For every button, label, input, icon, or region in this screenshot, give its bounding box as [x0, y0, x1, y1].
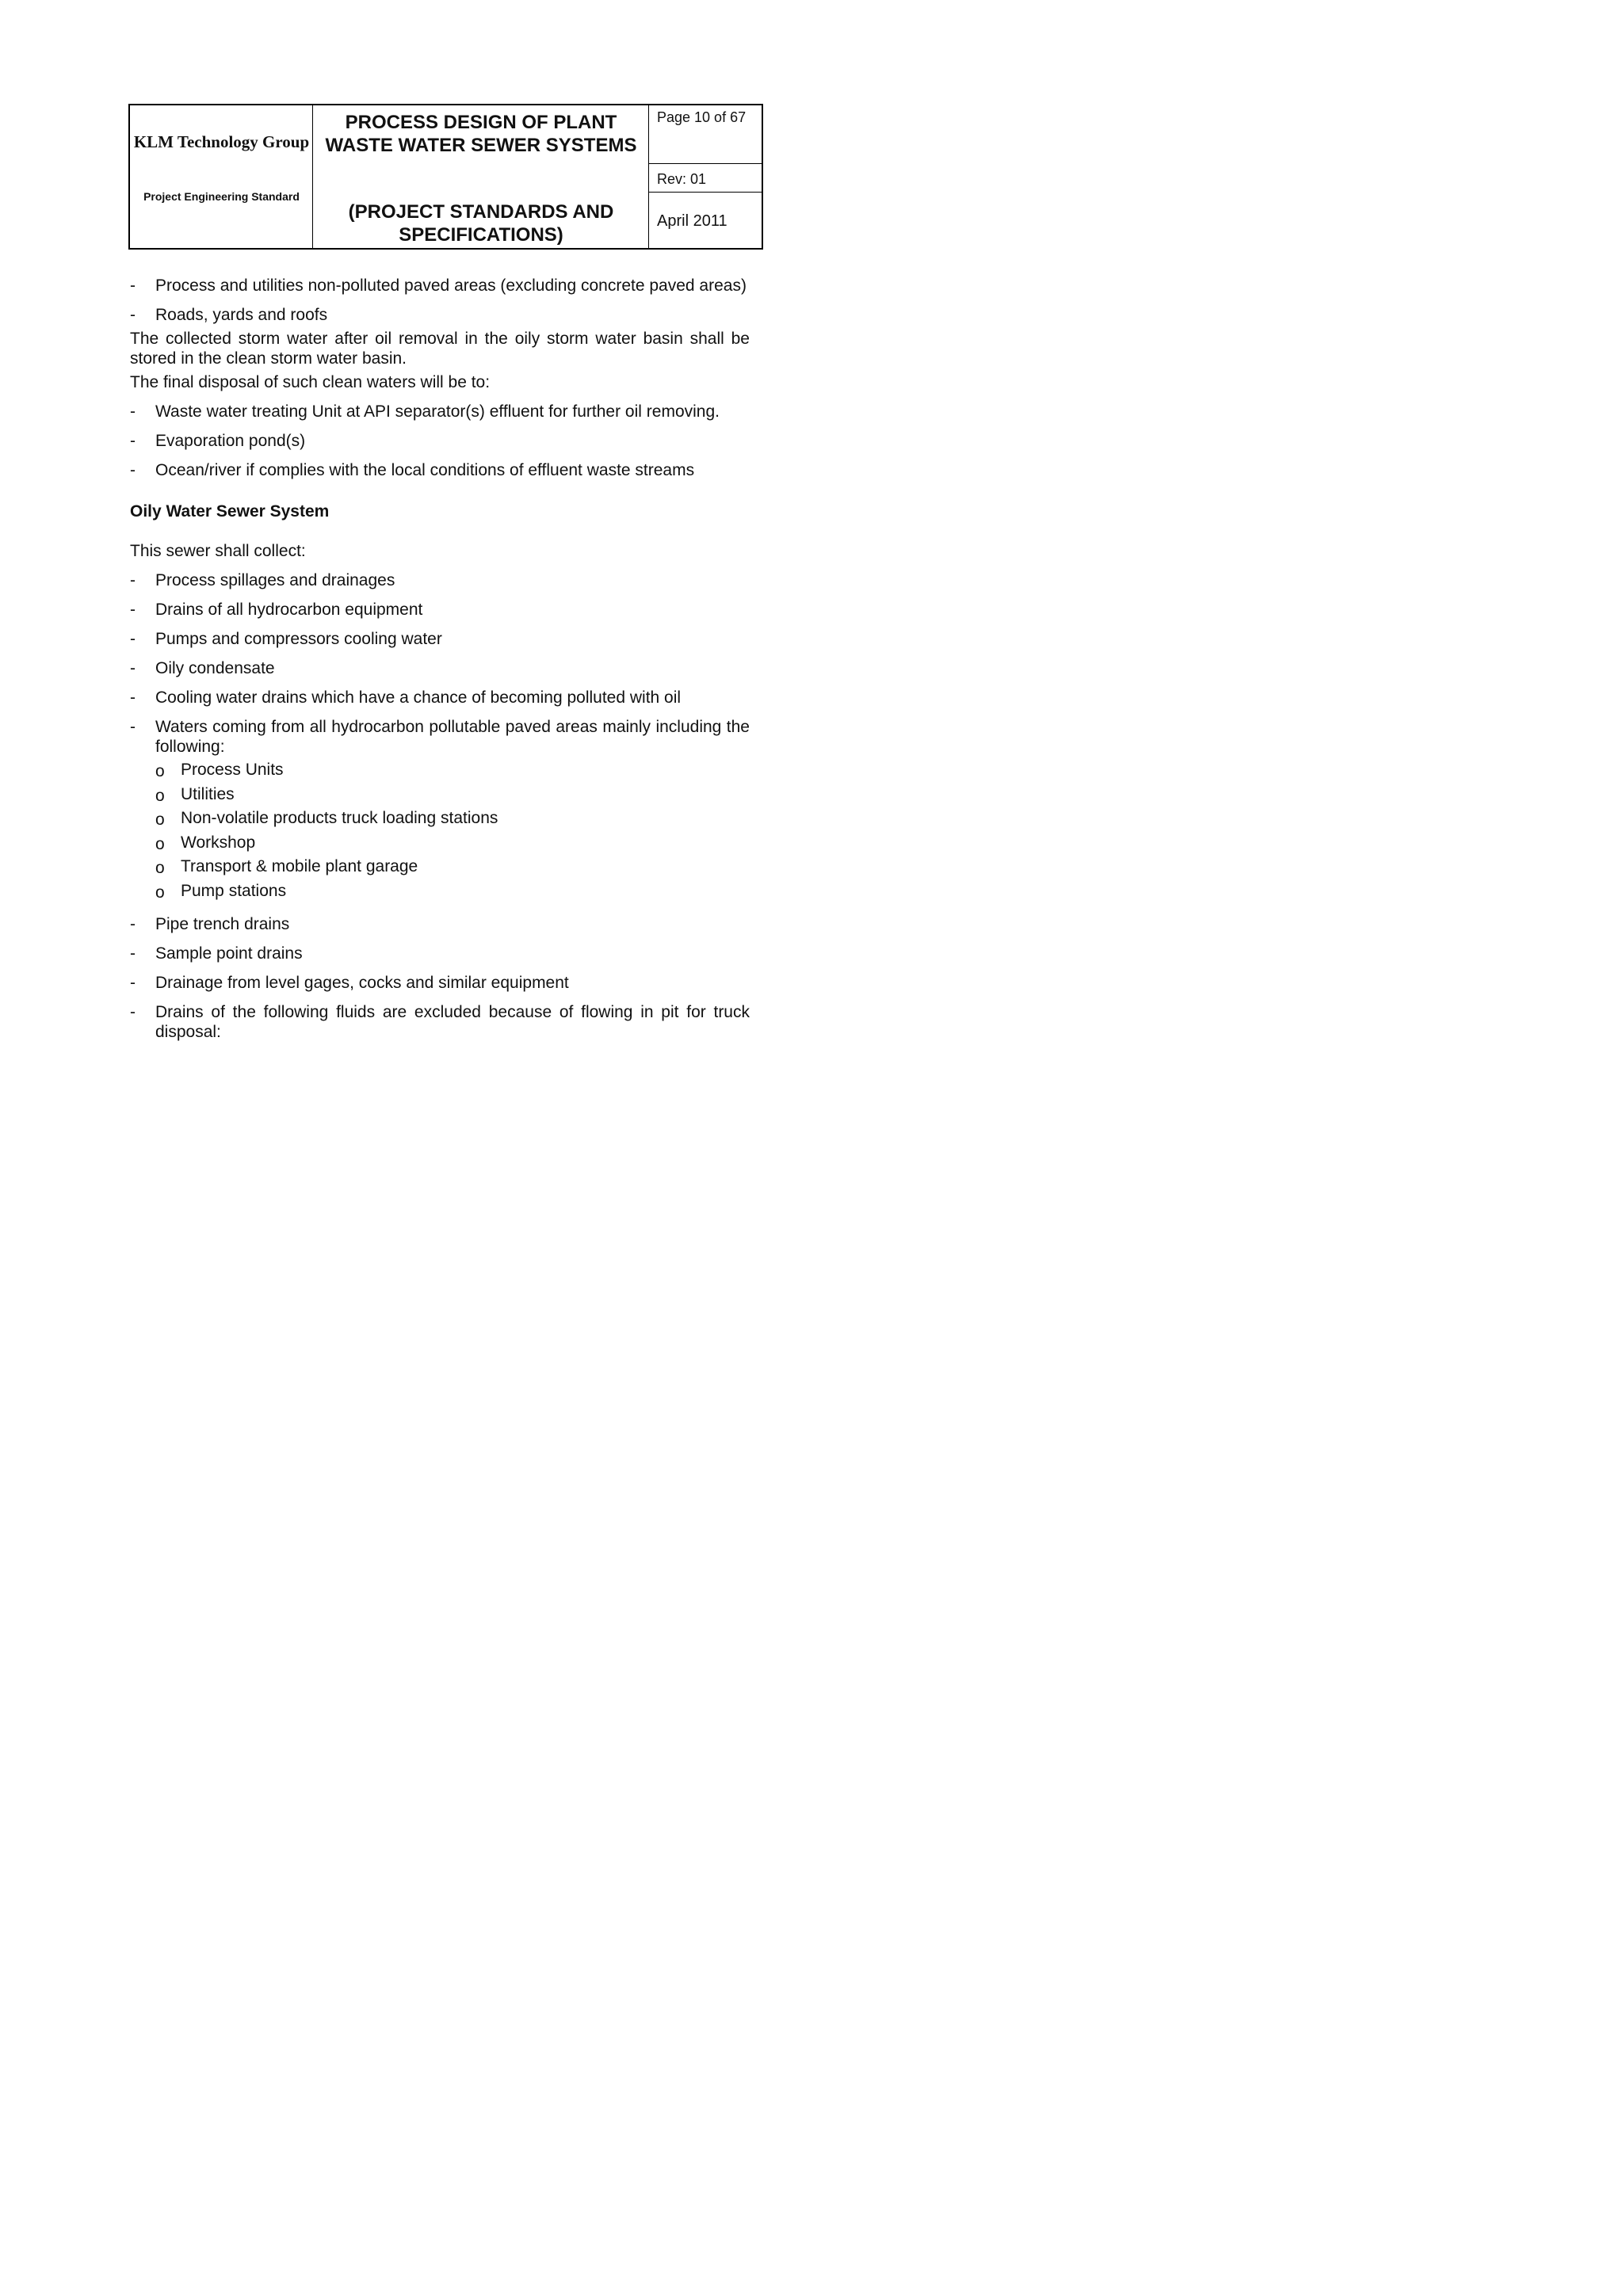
sub-list-item-text: Utilities	[181, 784, 235, 803]
header-meta-cell	[649, 105, 763, 248]
sub-list-item	[155, 833, 750, 857]
list-item-text: Sample point drains	[155, 944, 303, 963]
section-heading: Oily Water Sewer System	[130, 502, 330, 521]
sub-list-item	[155, 784, 750, 809]
dash-bullet: -	[130, 630, 136, 648]
list-item-text: Drains of all hydrocarbon equipment	[155, 601, 423, 619]
sub-list	[155, 760, 750, 905]
page-number: Page 10 of 67	[657, 109, 747, 125]
list-item-text: Process and utilities non-polluted paved areas (excluding concrete paved areas)	[155, 277, 747, 295]
list-item	[130, 276, 750, 296]
list-item-text: Waste water treating Unit at API separator(s) effluent for further oil removing.	[155, 402, 720, 421]
sub-list-item	[155, 808, 750, 833]
sub-list-item	[155, 760, 750, 784]
list-item	[130, 1002, 750, 1042]
dash-bullet: -	[130, 688, 136, 707]
circle-bullet: o	[155, 883, 165, 902]
dash-bullet: -	[130, 402, 136, 421]
list-item-text: Roads, yards and roofs	[155, 306, 328, 324]
list-item	[130, 973, 750, 993]
header-divider	[649, 192, 763, 193]
list-item	[130, 305, 750, 325]
list-item-text: Pumps and compressors cooling water	[155, 630, 442, 648]
list-item-text: Oily condensate	[155, 659, 275, 677]
dash-bullet: -	[130, 944, 136, 963]
dash-bullet: -	[130, 974, 136, 992]
paragraph: The collected storm water after oil removal in the oily storm water basin shall be stored in the clean storm water basin.	[130, 330, 750, 368]
issue-date: April 2011	[657, 212, 727, 230]
circle-bullet: o	[155, 810, 165, 829]
list-item	[130, 914, 750, 934]
list-item	[130, 460, 750, 480]
header-title-cell	[313, 105, 649, 248]
list-item	[130, 629, 750, 649]
sub-list-item-text: Workshop	[181, 833, 256, 852]
list-item	[130, 717, 750, 905]
list-item-text: Pipe trench drains	[155, 915, 290, 933]
list-item	[130, 402, 750, 421]
list-item	[130, 431, 750, 451]
circle-bullet: o	[155, 834, 165, 853]
list-item-text: Ocean/river if complies with the local conditions of effluent waste streams	[155, 461, 695, 479]
circle-bullet: o	[155, 786, 165, 805]
circle-bullet: o	[155, 859, 165, 877]
list-item	[130, 688, 750, 707]
header-divider	[649, 163, 763, 164]
dash-bullet: -	[130, 432, 136, 450]
paragraph: The final disposal of such clean waters will be to:	[130, 373, 491, 391]
dash-bullet: -	[130, 571, 136, 589]
sub-list-item-text: Non-volatile products truck loading stations	[181, 809, 498, 827]
document-title: PROCESS DESIGN OF PLANT WASTE WATER SEWER SYSTEMS	[325, 112, 637, 156]
document-body	[130, 276, 750, 1051]
dash-bullet: -	[130, 718, 136, 736]
revision: Rev: 01	[657, 171, 707, 187]
list-item	[130, 944, 750, 963]
list-item	[130, 600, 750, 620]
dash-bullet: -	[130, 659, 136, 677]
sub-list-item-text: Pump stations	[181, 881, 287, 900]
list-item-text: Drainage from level gages, cocks and similar equipment	[155, 974, 569, 992]
dash-bullet: -	[130, 277, 136, 295]
sub-list-item	[155, 856, 750, 881]
sub-list-item	[155, 881, 750, 906]
sub-list-item-text: Process Units	[181, 761, 284, 779]
sub-list-item-text: Transport & mobile plant garage	[181, 857, 418, 875]
paragraph: This sewer shall collect:	[130, 542, 306, 560]
dash-bullet: -	[130, 306, 136, 324]
list-item-text: Waters coming from all hydrocarbon pollutable paved areas mainly including the following:	[155, 718, 750, 756]
document-scope: (PROJECT STANDARDS AND SPECIFICATIONS)	[348, 201, 614, 246]
list-item-text: Process spillages and drainages	[155, 571, 395, 589]
list-item-text: Drains of the following fluids are excluded because of flowing in pit for truck disposal:	[155, 1003, 750, 1041]
company-name: KLM Technology Group	[133, 132, 310, 151]
circle-bullet: o	[155, 762, 165, 780]
list-item	[130, 570, 750, 590]
list-item	[130, 658, 750, 678]
header-subtitle: Project Engineering Standard	[143, 190, 300, 203]
header-company-cell	[130, 105, 313, 248]
dash-bullet: -	[130, 915, 136, 933]
dash-bullet: -	[130, 1003, 136, 1021]
dash-bullet: -	[130, 601, 136, 619]
list-item-text: Cooling water drains which have a chance of becoming polluted with oil	[155, 688, 682, 707]
document-header	[128, 104, 763, 250]
dash-bullet: -	[130, 461, 136, 479]
list-item-text: Evaporation pond(s)	[155, 432, 306, 450]
